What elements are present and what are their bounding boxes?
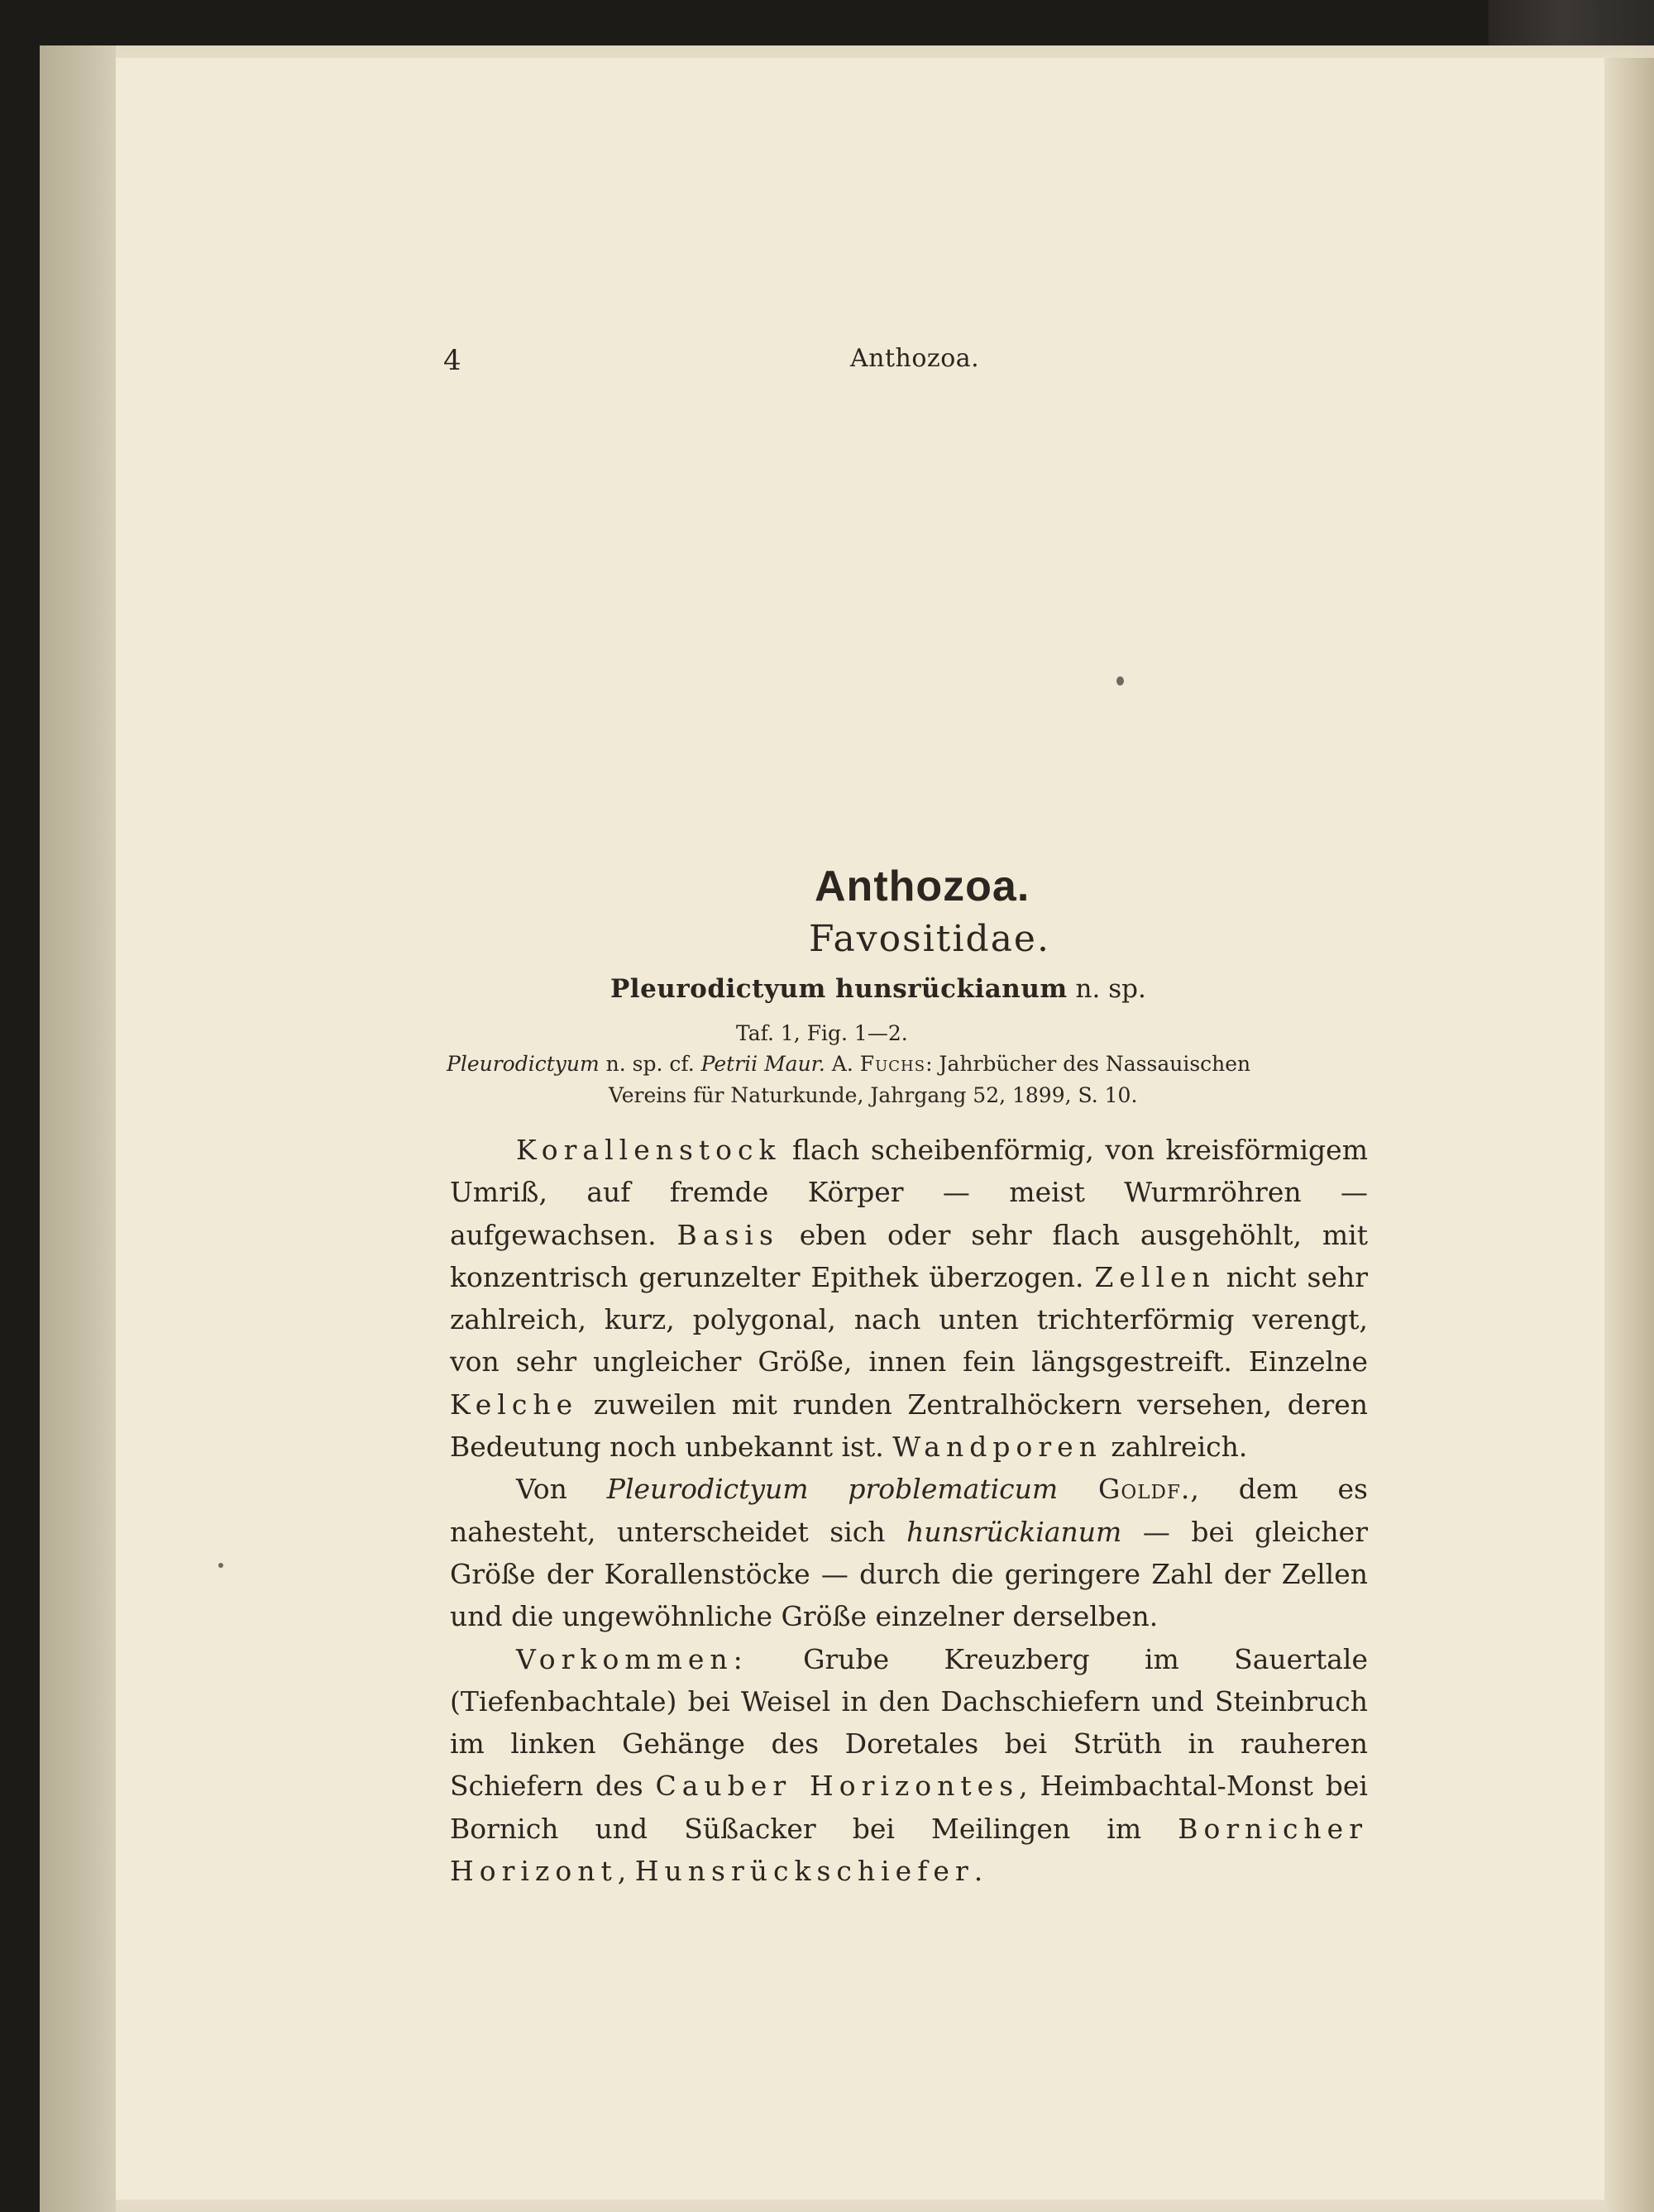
spaced-term: Cauber Horizontes xyxy=(655,1770,1020,1803)
paragraph-text: Grube Kreuzberg im Sauertale (Tiefenbachtale) bei Weisel in den Dachschiefern und Steinbruch im linken Gehänge des Doretales bei Strüth in rauheren Schiefern des xyxy=(450,1642,1368,1803)
author-name: Goldf. xyxy=(1058,1473,1191,1506)
spaced-term: Wandporen xyxy=(892,1431,1102,1464)
running-head: Anthozoa. xyxy=(850,344,980,373)
species-suffix: n. sp. xyxy=(1075,974,1146,1004)
synonymy-species: Petrii Maur. xyxy=(700,1052,825,1076)
paragraph-text: flach scheibenförmig, von kreisförmigem Umriß, auf fremde Körper — meist Wurmröhren — aufgewachsen. xyxy=(450,1134,1368,1251)
paragraph-text: zuweilen mit runden Zentralhöckern versehen, deren Bedeutung noch unbekannt ist. xyxy=(450,1388,1368,1464)
spaced-term: Kelche xyxy=(450,1388,579,1421)
paragraph-text: . xyxy=(973,1855,983,1888)
plate-reference: Taf. 1, Fig. 1—2. xyxy=(736,1021,908,1045)
paragraph-text: , Heimbachtal-Monst bei Bornich und Süßacker bei Meilingen im xyxy=(450,1770,1368,1845)
synonymy-text: A. xyxy=(825,1052,860,1076)
spaced-term: Vorkommen: xyxy=(516,1642,748,1675)
paper-speck xyxy=(218,1563,223,1568)
synonymy-text: n. sp. cf. xyxy=(599,1052,701,1076)
family-heading: Favositidae. xyxy=(809,918,1050,960)
paragraph-text: eben oder sehr flach ausgehöhlt, mit konzentrisch gerunzelter Epithek überzogen. xyxy=(450,1218,1369,1293)
species-heading xyxy=(610,974,1146,1004)
paragraph-text: nicht sehr zahlreich, kurz, polygonal, nach unten trichterförmig verengt, von sehr ungleicher Größe, innen fein längsgestreift. Einzelne xyxy=(450,1260,1369,1378)
page-number: 4 xyxy=(443,344,461,377)
paper-speck xyxy=(1116,676,1124,686)
page-fold-shadow xyxy=(1604,58,1654,2212)
description-body xyxy=(450,1129,1368,1892)
spaced-term: Basis xyxy=(676,1218,779,1251)
paragraph-text: — bei gleicher Größe der Korallenstöcke — durch die geringere Zahl der Zellen und die ungewöhnliche Größe einzelner derselben. xyxy=(450,1515,1368,1633)
spaced-term: Zellen xyxy=(1094,1260,1216,1293)
paragraph-text: Von xyxy=(516,1473,607,1506)
comparison-paragraph xyxy=(450,1468,1368,1637)
spaced-term: Korallenstock xyxy=(516,1134,782,1166)
paragraph-text: , dem es nahesteht, unterscheidet sich xyxy=(450,1473,1368,1548)
paragraph-text: , xyxy=(617,1855,635,1888)
synonymy-text: : Jahrbücher des Nassauischen xyxy=(925,1052,1251,1076)
paragraph-text: zahlreich. xyxy=(1102,1431,1248,1464)
species-name: Pleurodictyum hunsrückianum xyxy=(610,974,1068,1004)
species-reference: hunsrückianum xyxy=(906,1515,1122,1548)
synonymy-genus: Pleurodictyum xyxy=(447,1052,600,1076)
occurrence-paragraph xyxy=(450,1638,1368,1893)
class-heading: Anthozoa. xyxy=(815,862,1030,910)
description-paragraph xyxy=(450,1129,1368,1468)
synonymy-line-1 xyxy=(447,1052,1250,1076)
spaced-term: Hunsrückschiefer xyxy=(634,1855,974,1888)
page-margin-band xyxy=(40,45,116,2212)
synonymy-line-2: Vereins für Naturkunde, Jahrgang 52, 1899, S. 10. xyxy=(609,1083,1138,1107)
synonymy-author: Fuchs xyxy=(859,1052,926,1076)
species-reference: Pleurodictyum problematicum xyxy=(606,1473,1059,1506)
spaced-term: Bornicher Horizont xyxy=(450,1812,1368,1888)
